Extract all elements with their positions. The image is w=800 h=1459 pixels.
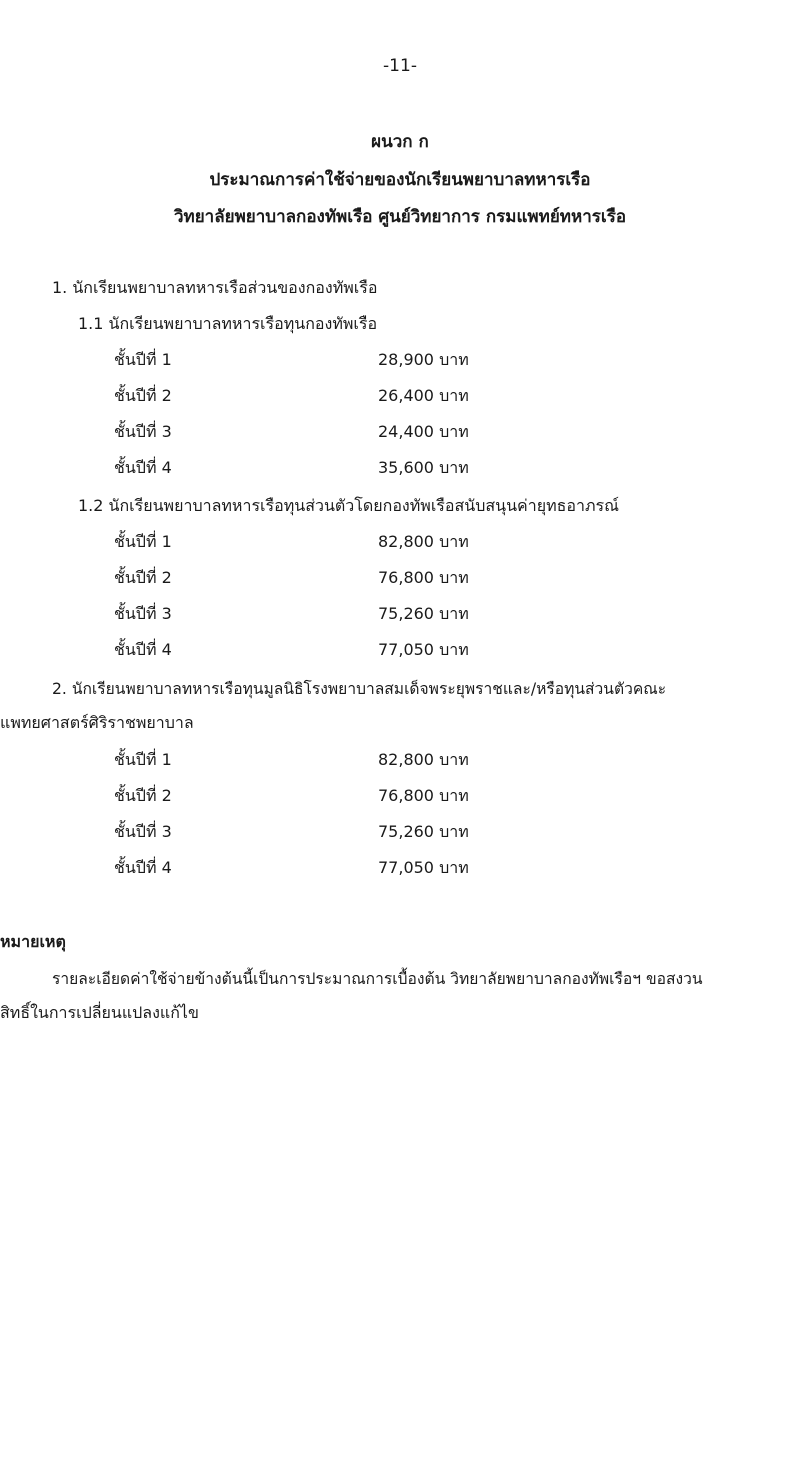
year-label: ชั้นปีที่ 4: [114, 640, 172, 659]
note-heading: หมายเหตุ: [0, 932, 66, 951]
year-label: ชั้นปีที่ 2: [114, 568, 172, 587]
year-label: ชั้นปีที่ 3: [114, 422, 172, 441]
year-label: ชั้นปีที่ 1: [114, 750, 172, 769]
section-1-1-title: 1.1 นักเรียนพยาบาลทหารเรือทุนกองทัพเรือ: [78, 314, 378, 333]
section-1-2-title: 1.2 นักเรียนพยาบาลทหารเรือทุนส่วนตัวโดยกองทัพเรือสนับสนุนค่ายุทธอาภรณ์: [78, 496, 619, 515]
amount-value: 35,600 บาท: [378, 458, 469, 477]
year-label: ชั้นปีที่ 4: [114, 858, 172, 877]
document-title: ประมาณการค่าใช้จ่ายของนักเรียนพยาบาลทหารเรือ: [209, 170, 591, 190]
year-label: ชั้นปีที่ 1: [114, 532, 172, 551]
document-subtitle: วิทยาลัยพยาบาลกองทัพเรือ ศูนย์วิทยาการ กรมแพทย์ทหารเรือ: [173, 207, 627, 227]
year-label: ชั้นปีที่ 4: [114, 458, 172, 477]
amount-value: 82,800 บาท: [378, 750, 469, 769]
year-label: ชั้นปีที่ 2: [114, 386, 172, 405]
amount-value: 76,800 บาท: [378, 786, 469, 805]
amount-value: 77,050 บาท: [378, 640, 469, 659]
section-1-title: 1. นักเรียนพยาบาลทหารเรือส่วนของกองทัพเรือ: [52, 278, 378, 297]
appendix-title: ผนวก ก: [371, 132, 429, 152]
amount-value: 82,800 บาท: [378, 532, 469, 551]
year-label: ชั้นปีที่ 3: [114, 822, 172, 841]
amount-value: 76,800 บาท: [378, 568, 469, 587]
amount-value: 26,400 บาท: [378, 386, 469, 405]
section-2-title: 2. นักเรียนพยาบาลทหารเรือทุนมูลนิธิโรงพยาบาลสมเด็จพระยุพราชและ/หรือทุนส่วนตัวคณะ: [52, 680, 667, 698]
year-label: ชั้นปีที่ 1: [114, 350, 172, 369]
amount-value: 77,050 บาท: [378, 858, 469, 877]
amount-value: 75,260 บาท: [378, 604, 469, 623]
page-number: -11-: [383, 56, 417, 76]
amount-value: 75,260 บาท: [378, 822, 469, 841]
note-text-line-2: สิทธิ์ในการเปลี่ยนแปลงแก้ไข: [0, 1003, 199, 1022]
amount-value: 24,400 บาท: [378, 422, 469, 441]
note-text-line-1: รายละเอียดค่าใช้จ่ายข้างต้นนี้เป็นการประมาณการเบื้องต้น วิทยาลัยพยาบาลกองทัพเรือฯ ขอสงวน: [52, 970, 703, 988]
year-label: ชั้นปีที่ 2: [114, 786, 172, 805]
section-2-title-continued: แพทยศาสตร์ศิริราชพยาบาล: [0, 713, 194, 732]
amount-value: 28,900 บาท: [378, 350, 469, 369]
year-label: ชั้นปีที่ 3: [114, 604, 172, 623]
